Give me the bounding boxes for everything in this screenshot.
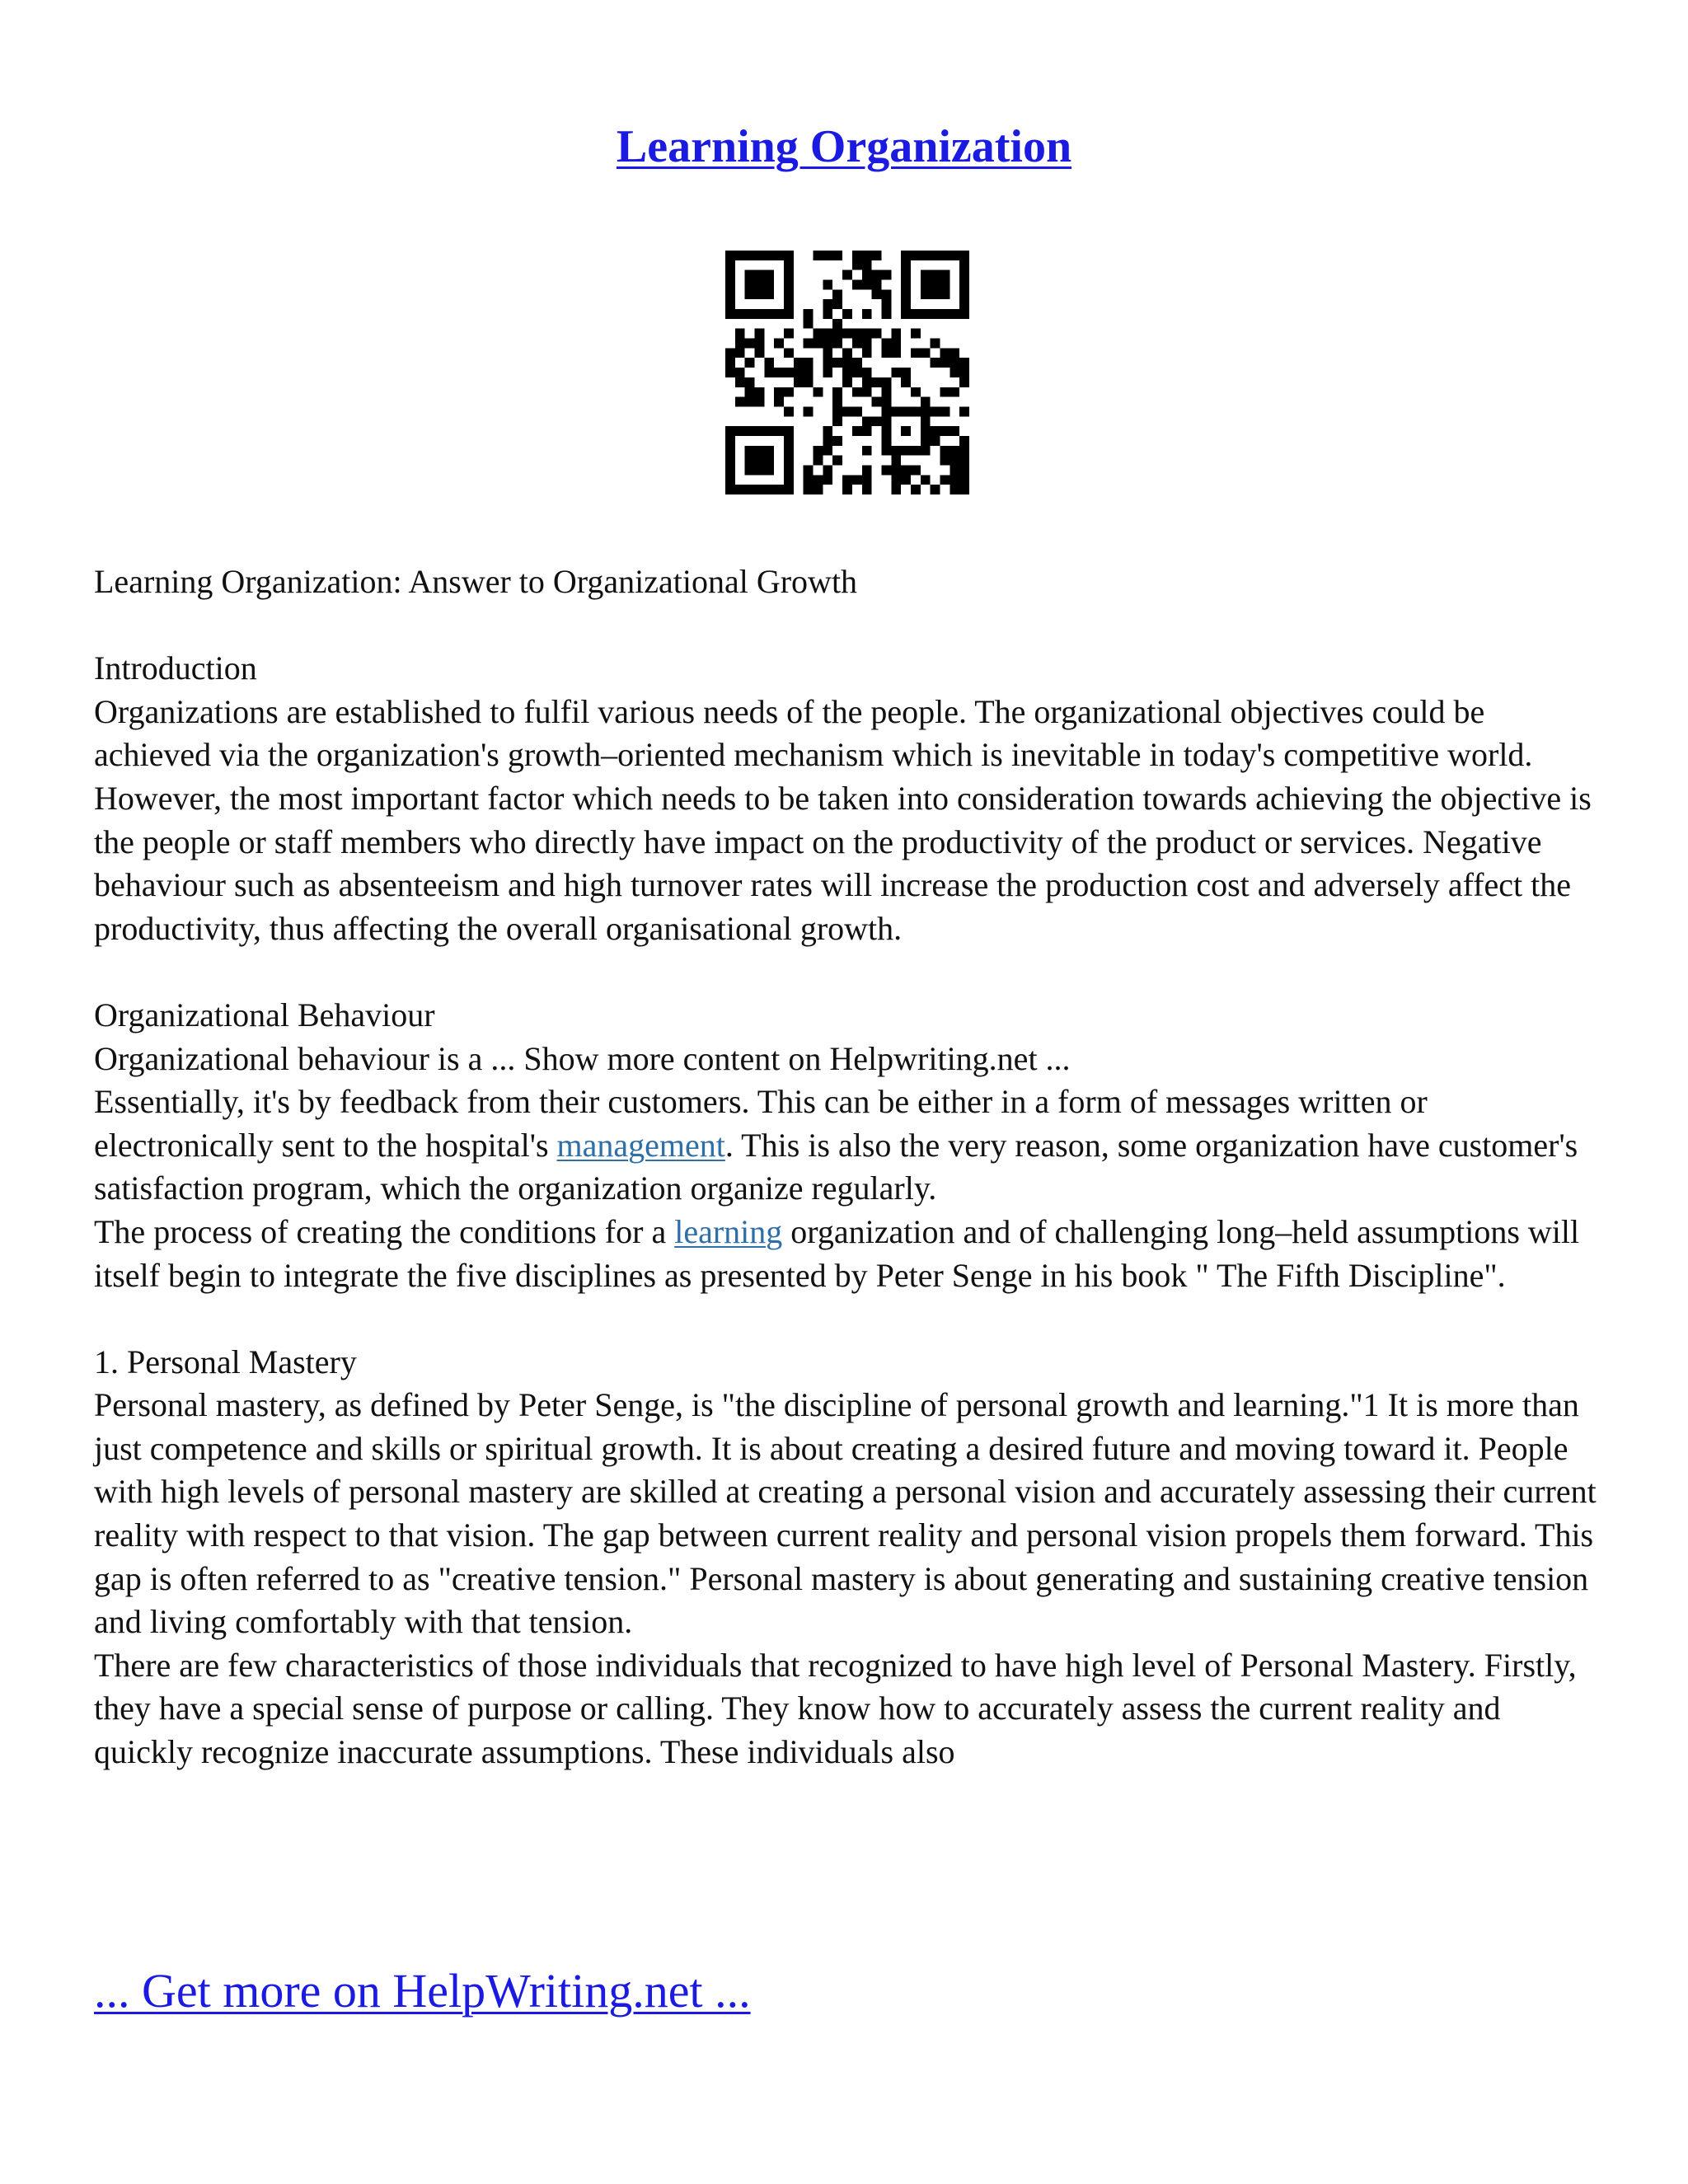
- learning-link[interactable]: learning: [674, 1212, 783, 1250]
- get-more-link[interactable]: ... Get more on HelpWriting.net ...: [94, 1964, 751, 2018]
- article-subtitle: Learning Organization: Answer to Organizational Growth: [94, 563, 858, 600]
- ob-teaser: Organizational behaviour is a ... Show more content on Helpwriting.net ...: [94, 1039, 1071, 1077]
- process-text-start: The process of creating the conditions for a: [94, 1212, 675, 1250]
- characteristics-paragraph: There are few characteristics of those individuals that recognized to have high level of Personal Mastery. Firstly, they have a special sense of purpose or calling. They know how to accurately assess the current reality and quickly recognize inaccurate assumptions. These individuals also: [94, 1646, 1577, 1771]
- management-link[interactable]: management: [556, 1126, 725, 1164]
- article-body: [94, 560, 1602, 1774]
- feedback-text-start: Essentially, it's by feedback from their customers. This can be either in a form of messages written or electronically sent to the hospital's: [94, 1083, 1428, 1164]
- process-text-end: organization and of challenging long–held assumptions will itself begin to integrate the five disciplines as presented by Peter Senge in his book " The Fifth Discipline".: [94, 1212, 1580, 1294]
- pm-heading: 1. Personal Mastery: [94, 1343, 357, 1380]
- page-title: [0, 117, 1688, 176]
- title-link[interactable]: Learning Organization: [616, 121, 1072, 172]
- feedback-paragraph: [94, 1080, 1602, 1211]
- intro-paragraph: Organizations are established to fulfil various needs of the people. The organizational objectives could be achieved via the organization's growth–oriented mechanism which is inevitable in today's competitive world. However, the most important factor which needs to be taken into consideration towards achieving the objective is the people or staff members who directly have impact on the productivity of the product or services. Negative behaviour such as absenteeism and high turnover rates will increase the production cost and adversely affect the productivity, thus affecting the overall organisational growth.: [94, 692, 1592, 947]
- feedback-text-end: . This is also the very reason, some organization have customer's satisfaction program, which the organization organize regularly.: [94, 1126, 1578, 1207]
- pm-paragraph: Personal mastery, as defined by Peter Senge, is "the discipline of personal growth and learning."1 It is more than just competence and skills or spiritual growth. It is about creating a desired future and moving toward it. People with high levels of personal mastery are skilled at creating a personal vision and accurately assessing their current reality with respect to that vision. The gap between current reality and personal vision propels them forward. This gap is often referred to as "creative tension." Personal mastery is about generating and sustaining creative tension and living comfortably with that tension.: [94, 1386, 1597, 1641]
- intro-heading: Introduction: [94, 649, 257, 687]
- ob-heading: Organizational Behaviour: [94, 996, 435, 1033]
- process-paragraph: [94, 1211, 1602, 1297]
- qr-code-icon: [725, 251, 969, 494]
